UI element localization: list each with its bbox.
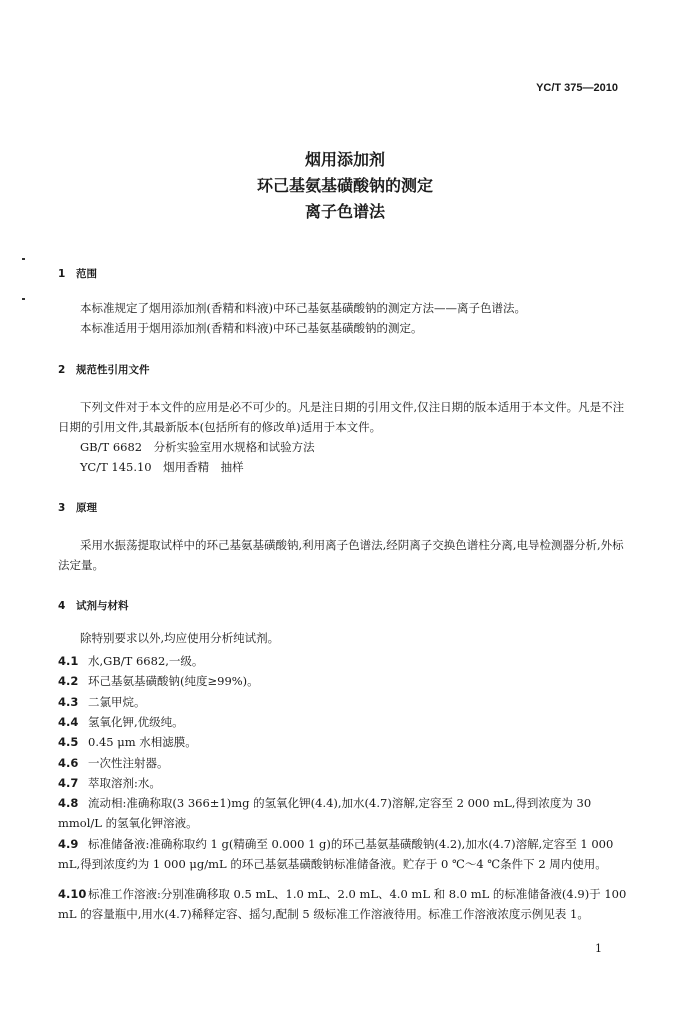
list-item <box>58 692 631 712</box>
section-number: 1 <box>58 268 66 280</box>
item-number: 4.5 <box>58 735 79 749</box>
section-number: 3 <box>58 502 66 514</box>
item-text: 环己基氨基磺酸钠(纯度≥99%)。 <box>88 674 259 688</box>
list-item <box>58 834 631 874</box>
title-line-3: 离子色谱法 <box>304 202 385 221</box>
page-number: 1 <box>595 942 602 955</box>
item-number: 4.7 <box>58 776 79 790</box>
list-item <box>58 753 631 773</box>
item-text: 水,GB/T 6682,一级。 <box>88 654 204 668</box>
section-title: 原理 <box>76 502 97 514</box>
item-number: 4.1 <box>58 654 79 668</box>
item-number: 4.4 <box>58 715 79 729</box>
paragraph: 本标准规定了烟用添加剂(香精和料液)中环己基氨基磺酸钠的测定方法——离子色谱法。 <box>80 301 526 315</box>
document-code: YC/T 375—2010 <box>536 82 618 94</box>
item-text: 一次性注射器。 <box>88 756 169 770</box>
list-item <box>58 712 631 732</box>
section-heading-1 <box>58 266 97 281</box>
item-text: 标准工作溶液:分别准确移取 0.5 mL、1.0 mL、2.0 mL、4.0 mL 和 8.0 mL 的标准储备液(4.9)于 100 mL 的容量瓶中,用水(4.7)稀释定容、摇匀,配制 5 级标准工作溶液待用。标准工作溶液浓度示例见表 1。 <box>58 887 627 921</box>
item-text: 萃取溶剂:水。 <box>88 776 161 790</box>
section-title: 范围 <box>76 268 97 280</box>
paragraph: 采用水振荡提取试样中的环己基氨基磺酸钠,利用离子色谱法,经阴离子交换色谱柱分离,电导检测器分析,外标法定量。 <box>58 538 624 572</box>
section-number: 4 <box>58 600 66 612</box>
item-number: 4.2 <box>58 674 79 688</box>
item-text: 二氯甲烷。 <box>88 695 146 709</box>
title-line-1: 烟用添加剂 <box>304 150 385 169</box>
item-text: 标准储备液:准确称取约 1 g(精确至 0.000 1 g)的环己基氨基磺酸钠(4.2),加水(4.7)溶解,定容至 1 000 mL,得到浓度约为 1 000 μg/mL 的环己基氨基磺酸钠标准储备液。贮存于 0 ℃～4 ℃条件下 2 周内使用。 <box>58 837 614 871</box>
item-number: 4.8 <box>58 796 79 810</box>
paragraph: 本标准适用于烟用添加剂(香精和料液)中环己基氨基磺酸钠的测定。 <box>80 321 423 335</box>
reference-item: GB/T 6682 分析实验室用水规格和试验方法 <box>80 440 315 454</box>
list-item <box>58 732 631 752</box>
scan-mark <box>22 298 25 300</box>
list-item <box>58 884 631 924</box>
list-item <box>58 671 631 691</box>
item-text: 流动相:准确称取(3 366±1)mg 的氢氧化钾(4.4),加水(4.7)溶解,定容至 2 000 mL,得到浓度为 30 mmol/L 的氢氧化钾溶液。 <box>58 796 592 830</box>
list-item <box>58 651 631 671</box>
section-number: 2 <box>58 364 66 376</box>
item-text: 氢氧化钾,优级纯。 <box>88 715 184 729</box>
section-heading-4 <box>58 598 129 613</box>
section-title: 规范性引用文件 <box>76 364 150 376</box>
scan-mark <box>22 258 25 260</box>
item-number: 4.3 <box>58 695 79 709</box>
list-item <box>58 773 631 793</box>
item-text: 0.45 μm 水相滤膜。 <box>88 735 197 749</box>
paragraph: 除特别要求以外,均应使用分析纯试剂。 <box>80 631 280 645</box>
reference-item: YC/T 145.10 烟用香精 抽样 <box>80 460 244 474</box>
item-number: 4.9 <box>58 837 79 851</box>
list-item <box>58 793 631 833</box>
item-number: 4.6 <box>58 756 79 770</box>
title-line-2: 环己基氨基磺酸钠的测定 <box>256 176 433 195</box>
item-number: 4.10 <box>58 887 87 901</box>
section-heading-3 <box>58 500 97 515</box>
section-title: 试剂与材料 <box>76 600 129 612</box>
paragraph: 下列文件对于本文件的应用是必不可少的。凡是注日期的引用文件,仅注日期的版本适用于本文件。凡是不注日期的引用文件,其最新版本(包括所有的修改单)适用于本文件。 <box>58 400 625 434</box>
section-heading-2 <box>58 362 150 377</box>
